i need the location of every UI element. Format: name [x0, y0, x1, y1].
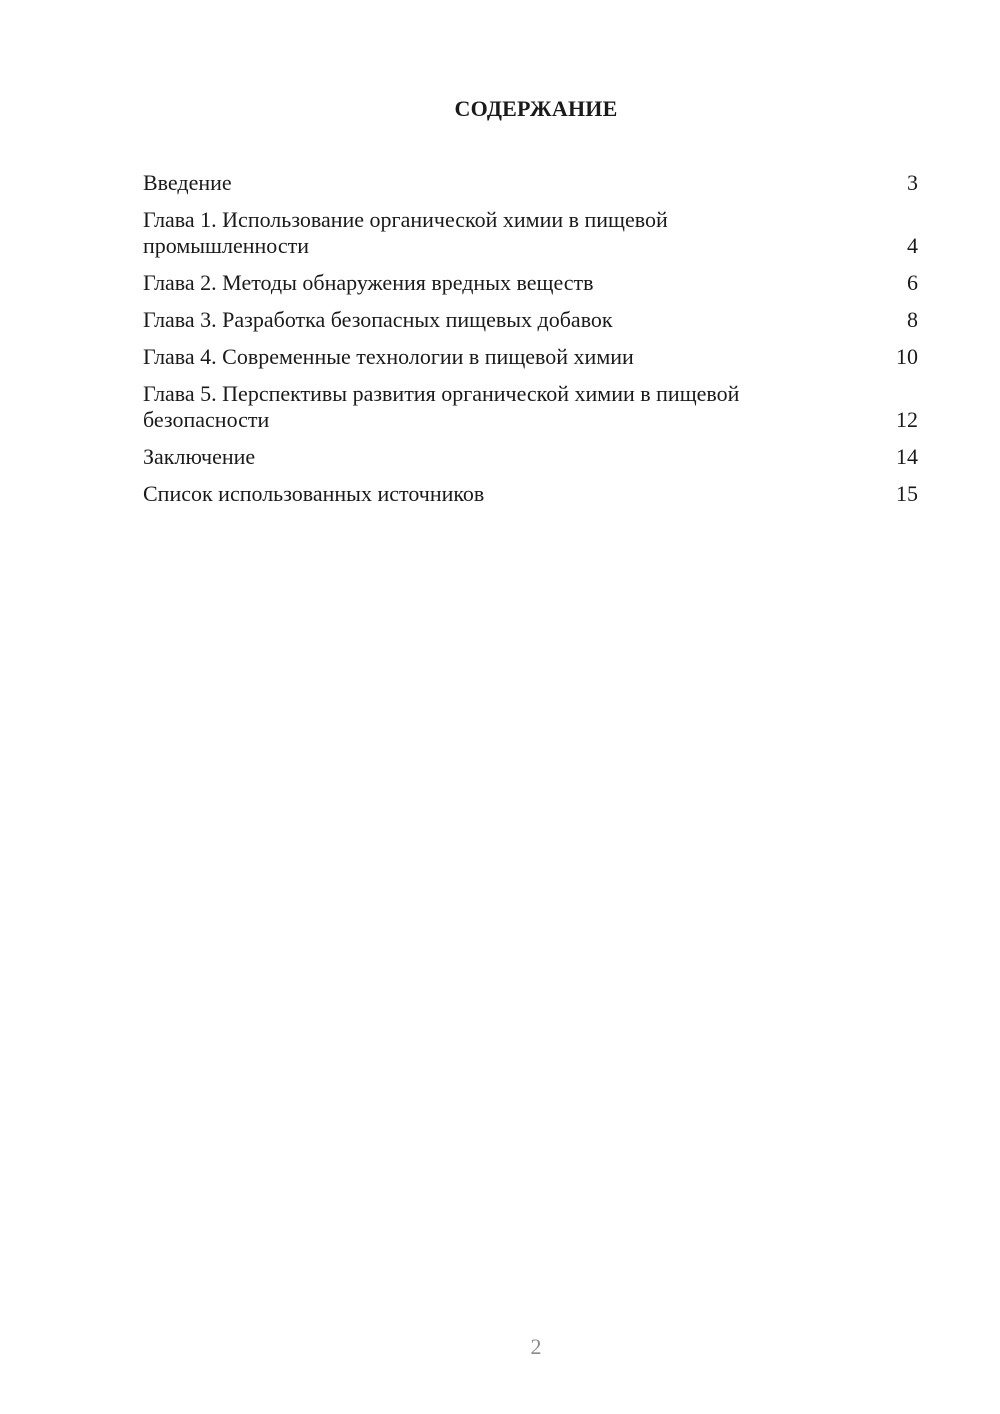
toc-entry-text: Глава 1. Использование органической химии в пищевой промышленности [143, 207, 668, 258]
toc-entry-references [143, 481, 918, 507]
toc-entry-chapter-4 [143, 344, 918, 370]
toc-entry-page: 15 [896, 481, 918, 506]
toc-list [143, 170, 918, 518]
toc-entry-page: 4 [907, 233, 918, 258]
toc-entry-text: Глава 3. Разработка безопасных пищевых добавок [143, 307, 613, 332]
toc-entry-chapter-5 [143, 381, 918, 433]
toc-entry-conclusion [143, 444, 918, 470]
toc-entry-page: 10 [896, 344, 918, 369]
toc-entry-page: 3 [907, 170, 918, 195]
toc-entry-page: 8 [907, 307, 918, 332]
page-number: 2 [530, 1334, 542, 1359]
toc-entry-text: Введение [143, 170, 232, 195]
toc-entry-page: 14 [896, 444, 918, 469]
toc-entry-introduction [143, 170, 918, 196]
toc-title: СОДЕРЖАНИЕ [454, 96, 618, 121]
toc-entry-chapter-3 [143, 307, 918, 333]
toc-entry-chapter-2 [143, 270, 918, 296]
toc-entry-text: Глава 2. Методы обнаружения вредных веществ [143, 270, 594, 295]
toc-entry-page: 6 [907, 270, 918, 295]
toc-entry-text: Список использованных источников [143, 481, 485, 506]
toc-entry-text: Глава 4. Современные технологии в пищевой химии [143, 344, 634, 369]
toc-entry-text: Глава 5. Перспективы развития органической химии в пищевой безопасности [143, 381, 740, 432]
toc-entry-chapter-1 [143, 207, 918, 259]
toc-entry-text: Заключение [143, 444, 256, 469]
toc-entry-page: 12 [896, 407, 918, 432]
